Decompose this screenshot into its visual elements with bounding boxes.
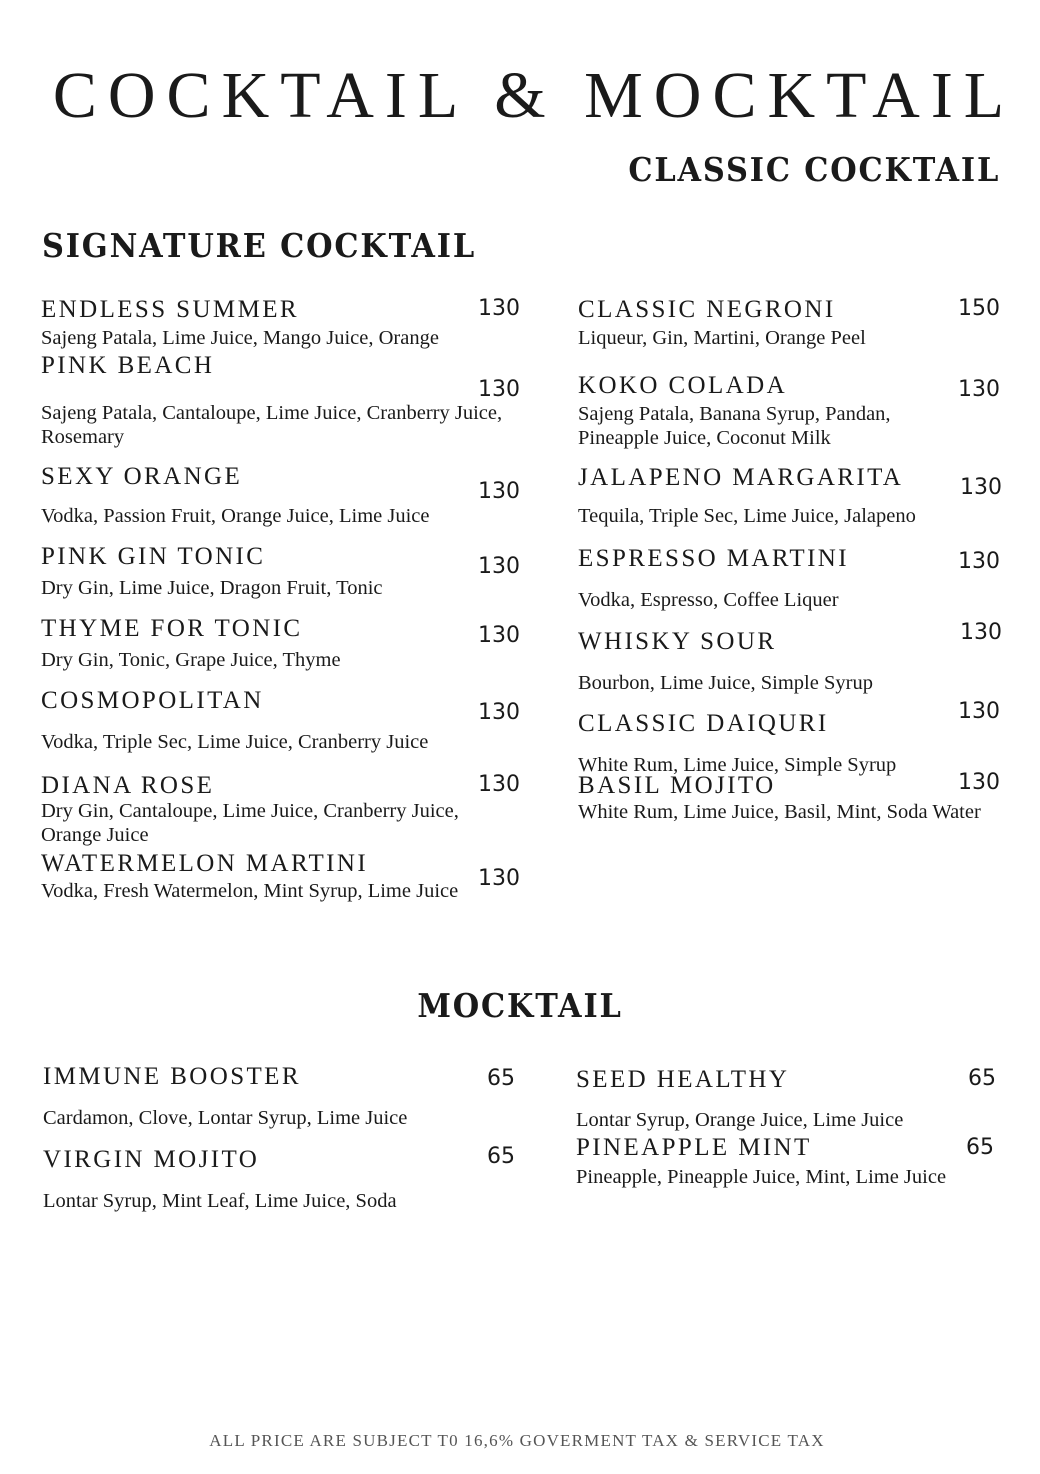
item-price: 130 — [478, 700, 520, 725]
item-ingredients: Lontar Syrup, Mint Leaf, Lime Juice, Soda — [43, 1190, 397, 1212]
item-ingredients: White Rum, Lime Juice, Simple Syrup — [578, 754, 897, 776]
item-name: COSMOPOLITAN — [41, 687, 264, 714]
item-name: PINEAPPLE MINT — [576, 1134, 812, 1161]
item-name: KOKO COLADA — [578, 372, 788, 399]
item-name: IMMUNE BOOSTER — [43, 1063, 301, 1090]
item-name: JALAPENO MARGARITA — [578, 464, 904, 491]
item-name: PINK BEACH — [41, 352, 215, 379]
item-price: 130 — [958, 770, 1000, 795]
item-name: CLASSIC DAIQURI — [578, 710, 829, 737]
section-title-classic: CLASSIC COCKTAIL — [628, 150, 1000, 189]
item-price: 130 — [958, 377, 1000, 402]
item-ingredients: Dry Gin, Tonic, Grape Juice, Thyme — [41, 649, 341, 671]
item-name: SEED HEALTHY — [576, 1066, 790, 1093]
item-ingredients: Sajeng Patala, Lime Juice, Mango Juice, Orange — [41, 327, 439, 349]
item-ingredients: Dry Gin, Lime Juice, Dragon Fruit, Tonic — [41, 577, 383, 599]
item-name: SEXY ORANGE — [41, 463, 243, 490]
item-ingredients: Vodka, Fresh Watermelon, Mint Syrup, Lime Juice — [41, 880, 459, 902]
item-name: CLASSIC NEGRONI — [578, 296, 836, 323]
item-ingredients: Vodka, Triple Sec, Lime Juice, Cranberry Juice — [41, 731, 429, 753]
item-price: 65 — [487, 1066, 515, 1091]
item-ingredients: Vodka, Espresso, Coffee Liquer — [578, 589, 839, 611]
item-ingredients: Liqueur, Gin, Martini, Orange Peel — [578, 327, 866, 349]
item-price: 130 — [478, 772, 520, 797]
item-price: 130 — [478, 866, 520, 891]
item-price: 130 — [478, 296, 520, 321]
item-ingredients: Bourbon, Lime Juice, Simple Syrup — [578, 672, 873, 694]
item-price: 130 — [958, 699, 1000, 724]
item-name: THYME FOR TONIC — [41, 615, 303, 642]
item-price: 130 — [478, 479, 520, 504]
item-price: 130 — [958, 549, 1000, 574]
item-name: ENDLESS SUMMER — [41, 296, 299, 323]
item-ingredients: Sajeng Patala, Cantaloupe, Lime Juice, Cranberry Juice, Rosemary — [41, 402, 503, 448]
item-name: DIANA ROSE — [41, 772, 215, 799]
item-price: 65 — [487, 1144, 515, 1169]
item-ingredients: White Rum, Lime Juice, Basil, Mint, Soda Water — [578, 801, 981, 823]
section-title-signature: SIGNATURE COCKTAIL — [42, 226, 477, 265]
item-ingredients: Cardamon, Clove, Lontar Syrup, Lime Juice — [43, 1107, 408, 1129]
item-price: 65 — [966, 1135, 994, 1160]
item-price: 130 — [960, 475, 1002, 500]
item-ingredients: Pineapple, Pineapple Juice, Mint, Lime Juice — [576, 1166, 947, 1188]
item-name: VIRGIN MOJITO — [43, 1146, 260, 1173]
item-price: 150 — [958, 296, 1000, 321]
item-name: PINK GIN TONIC — [41, 543, 266, 570]
item-price: 130 — [960, 620, 1002, 645]
item-ingredients: Dry Gin, Cantaloupe, Lime Juice, Cranberry Juice, Orange Juice — [41, 800, 459, 846]
item-name: WATERMELON MARTINI — [41, 850, 369, 877]
item-price: 130 — [478, 623, 520, 648]
item-price: 130 — [478, 377, 520, 402]
item-ingredients: Vodka, Passion Fruit, Orange Juice, Lime Juice — [41, 505, 430, 527]
section-title-mocktail: MOCKTAIL — [417, 986, 623, 1025]
item-name: BASIL MOJITO — [578, 772, 776, 799]
item-name: WHISKY SOUR — [578, 628, 777, 655]
item-price: 65 — [968, 1066, 996, 1091]
item-name: ESPRESSO MARTINI — [578, 545, 849, 572]
footer-note: ALL PRICE ARE SUBJECT T0 16,6% GOVERMENT TAX & SERVICE TAX — [209, 1431, 825, 1450]
item-ingredients: Tequila, Triple Sec, Lime Juice, Jalapeno — [578, 505, 916, 527]
item-ingredients: Lontar Syrup, Orange Juice, Lime Juice — [576, 1109, 904, 1131]
item-price: 130 — [478, 554, 520, 579]
item-ingredients: Sajeng Patala, Banana Syrup, Pandan, Pineapple Juice, Coconut Milk — [578, 403, 891, 449]
page-title: COCKTAIL & MOCKTAIL — [52, 59, 1016, 132]
